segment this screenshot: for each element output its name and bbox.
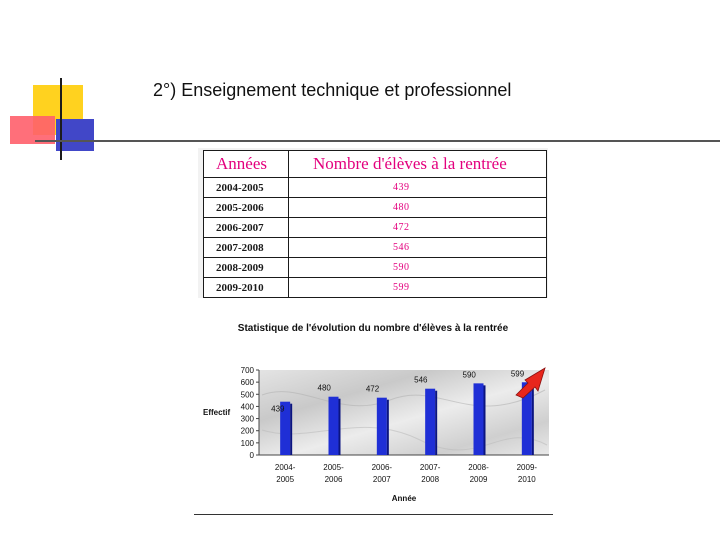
x-tick-label: 2006- [371, 463, 393, 472]
bottom-rule [194, 514, 553, 515]
row-year: 2005-2006 [204, 198, 289, 218]
bar [425, 389, 435, 455]
y-axis-label: Effectif [203, 408, 231, 417]
bar-shadow [484, 385, 486, 455]
row-value: 480 [289, 198, 547, 218]
y-tick-label: 0 [249, 451, 254, 460]
data-label: 480 [317, 383, 331, 393]
x-tick-label: 2006 [324, 475, 343, 484]
y-tick-label: 600 [240, 378, 254, 388]
row-year: 2009-2010 [204, 278, 289, 298]
y-tick-label: 100 [240, 438, 254, 448]
y-tick-label: 200 [240, 426, 254, 436]
bar-shadow [387, 400, 389, 455]
x-tick-label: 2007 [372, 475, 391, 484]
chart-title: Statistique de l'évolution du nombre d'élèves à la rentrée [237, 323, 509, 334]
data-label: 472 [365, 384, 380, 394]
y-tick-label: 700 [240, 366, 254, 375]
row-value: 546 [289, 238, 547, 258]
x-tick-label: 2009 [469, 475, 488, 484]
plot-area [259, 370, 549, 455]
bar [329, 397, 339, 455]
bar [474, 383, 484, 455]
x-tick-label: 2009- [516, 463, 538, 472]
x-axis-label: Année [391, 494, 417, 503]
bar [377, 398, 387, 455]
bar-shadow [290, 404, 292, 455]
data-label: 590 [462, 370, 476, 380]
row-value: 439 [289, 178, 547, 198]
header-enrollment: Nombre d'élèves à la rentrée [289, 151, 547, 178]
x-tick-label: 2005- [323, 463, 344, 472]
x-tick-label: 2007- [419, 463, 441, 472]
header-years: Années [204, 151, 289, 178]
row-value: 599 [289, 278, 547, 298]
y-tick-label: 300 [240, 414, 254, 424]
x-tick-label: 2010 [517, 475, 536, 484]
row-value: 590 [289, 258, 547, 278]
row-value: 472 [289, 218, 547, 238]
row-year: 2008-2009 [204, 258, 289, 278]
x-tick-label: 2008- [468, 463, 489, 472]
slide-title: 2°) Enseignement technique et professionnel [153, 80, 512, 100]
row-year: 2006-2007 [204, 218, 289, 238]
bar-shadow [339, 399, 341, 455]
bar-shadow [435, 391, 437, 455]
x-tick-label: 2004- [274, 463, 296, 472]
bar-shadow [532, 384, 534, 455]
row-year: 2007-2008 [204, 238, 289, 258]
y-tick-label: 500 [240, 390, 254, 400]
row-year: 2004-2005 [204, 178, 289, 198]
data-label: 599 [510, 369, 525, 379]
data-label: 546 [414, 375, 428, 385]
x-tick-label: 2008 [421, 475, 440, 484]
y-tick-label: 400 [240, 402, 254, 412]
x-tick-label: 2005 [276, 475, 295, 484]
data-label: 439 [271, 404, 285, 414]
